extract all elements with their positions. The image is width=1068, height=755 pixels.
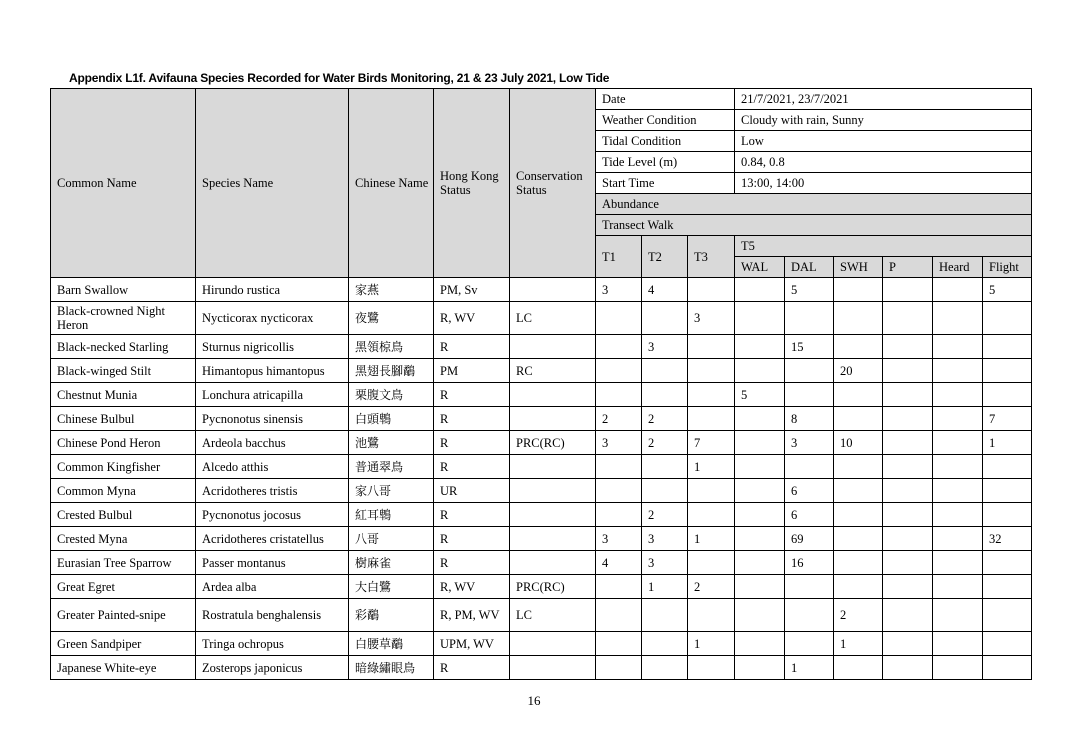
info-value: 13:00, 14:00: [735, 173, 1032, 194]
t1-count-cell: [596, 575, 642, 599]
table-title: Appendix L1f. Avifauna Species Recorded for Water Birds Monitoring, 21 & 23 July 2021, Low Tide: [69, 71, 610, 85]
col-header-species-name: Species Name: [196, 89, 349, 278]
t2-count-cell: [642, 479, 688, 503]
t3-count-cell: 3: [688, 302, 735, 335]
wal-count-cell: [735, 656, 785, 680]
p-count-cell: [883, 656, 933, 680]
t5-swh-header: SWH: [834, 257, 883, 278]
hk-status-cell: R: [434, 455, 510, 479]
wal-count-cell: [735, 575, 785, 599]
chinese-name-cell: 彩鷸: [349, 599, 434, 632]
heard-count-cell: [933, 503, 983, 527]
conservation-status-cell: [510, 632, 596, 656]
swh-count-cell: [834, 503, 883, 527]
dal-count-cell: [785, 455, 834, 479]
hk-status-cell: R: [434, 527, 510, 551]
conservation-status-cell: PRC(RC): [510, 431, 596, 455]
species-name-cell: Acridotheres tristis: [196, 479, 349, 503]
swh-count-cell: [834, 335, 883, 359]
t3-count-cell: 1: [688, 455, 735, 479]
heard-count-cell: [933, 383, 983, 407]
dal-count-cell: 16: [785, 551, 834, 575]
t2-count-cell: 4: [642, 278, 688, 302]
t2-count-cell: [642, 359, 688, 383]
col-header-common-name: Common Name: [51, 89, 196, 278]
t2-count-cell: [642, 383, 688, 407]
info-label: Date: [596, 89, 735, 110]
transect-t1-header: T1: [596, 236, 642, 278]
dal-count-cell: 5: [785, 278, 834, 302]
info-label: Start Time: [596, 173, 735, 194]
t1-count-cell: 3: [596, 278, 642, 302]
dal-count-cell: 69: [785, 527, 834, 551]
hk-status-cell: R: [434, 335, 510, 359]
p-count-cell: [883, 278, 933, 302]
t1-count-cell: [596, 599, 642, 632]
t2-count-cell: [642, 632, 688, 656]
t1-count-cell: 2: [596, 407, 642, 431]
hk-status-cell: R: [434, 407, 510, 431]
species-name-cell: Ardeola bacchus: [196, 431, 349, 455]
species-name-cell: Pycnonotus jocosus: [196, 503, 349, 527]
info-label: Tidal Condition: [596, 131, 735, 152]
species-name-cell: Zosterops japonicus: [196, 656, 349, 680]
table-row: [51, 575, 1032, 599]
species-name-cell: Hirundo rustica: [196, 278, 349, 302]
hk-status-cell: R: [434, 503, 510, 527]
common-name-cell: Black-necked Starling: [51, 335, 196, 359]
common-name-cell: Common Myna: [51, 479, 196, 503]
species-name-cell: Rostratula benghalensis: [196, 599, 349, 632]
table-row: [51, 359, 1032, 383]
t3-count-cell: [688, 335, 735, 359]
swh-count-cell: 10: [834, 431, 883, 455]
t1-count-cell: [596, 503, 642, 527]
species-name-cell: Tringa ochropus: [196, 632, 349, 656]
conservation-status-cell: [510, 455, 596, 479]
swh-count-cell: [834, 656, 883, 680]
conservation-status-cell: [510, 479, 596, 503]
transect-t3-header: T3: [688, 236, 735, 278]
flight-count-cell: [983, 551, 1032, 575]
dal-count-cell: [785, 302, 834, 335]
common-name-cell: Crested Myna: [51, 527, 196, 551]
t2-count-cell: [642, 302, 688, 335]
common-name-cell: Eurasian Tree Sparrow: [51, 551, 196, 575]
chinese-name-cell: 白腰草鷸: [349, 632, 434, 656]
hk-status-cell: UPM, WV: [434, 632, 510, 656]
swh-count-cell: [834, 278, 883, 302]
t1-count-cell: 3: [596, 431, 642, 455]
t3-count-cell: 1: [688, 632, 735, 656]
col-header-conservation-status: Conservation Status: [510, 89, 596, 278]
swh-count-cell: [834, 407, 883, 431]
heard-count-cell: [933, 656, 983, 680]
p-count-cell: [883, 335, 933, 359]
p-count-cell: [883, 359, 933, 383]
transect-t5-header: T5: [735, 236, 1032, 257]
info-value: 0.84, 0.8: [735, 152, 1032, 173]
p-count-cell: [883, 599, 933, 632]
wal-count-cell: [735, 278, 785, 302]
t1-count-cell: [596, 479, 642, 503]
wal-count-cell: [735, 599, 785, 632]
flight-count-cell: [983, 383, 1032, 407]
flight-count-cell: [983, 503, 1032, 527]
p-count-cell: [883, 302, 933, 335]
t3-count-cell: 2: [688, 575, 735, 599]
heard-count-cell: [933, 551, 983, 575]
t1-count-cell: [596, 359, 642, 383]
chinese-name-cell: 白頭鵯: [349, 407, 434, 431]
heard-count-cell: [933, 407, 983, 431]
t3-count-cell: [688, 359, 735, 383]
common-name-cell: Chinese Pond Heron: [51, 431, 196, 455]
common-name-cell: Japanese White-eye: [51, 656, 196, 680]
species-name-cell: Pycnonotus sinensis: [196, 407, 349, 431]
wal-count-cell: [735, 359, 785, 383]
conservation-status-cell: [510, 383, 596, 407]
abundance-header: Abundance: [596, 194, 1032, 215]
t2-count-cell: 2: [642, 407, 688, 431]
info-value: 21/7/2021, 23/7/2021: [735, 89, 1032, 110]
t3-count-cell: [688, 551, 735, 575]
chinese-name-cell: 大白鷺: [349, 575, 434, 599]
swh-count-cell: [834, 455, 883, 479]
chinese-name-cell: 家八哥: [349, 479, 434, 503]
p-count-cell: [883, 383, 933, 407]
t2-count-cell: 1: [642, 575, 688, 599]
species-table: [50, 88, 1032, 680]
common-name-cell: Great Egret: [51, 575, 196, 599]
conservation-status-cell: [510, 656, 596, 680]
p-count-cell: [883, 632, 933, 656]
t1-count-cell: 4: [596, 551, 642, 575]
flight-count-cell: [983, 302, 1032, 335]
species-name-cell: Himantopus himantopus: [196, 359, 349, 383]
t1-count-cell: [596, 383, 642, 407]
wal-count-cell: [735, 335, 785, 359]
heard-count-cell: [933, 455, 983, 479]
t2-count-cell: 3: [642, 335, 688, 359]
conservation-status-cell: RC: [510, 359, 596, 383]
chinese-name-cell: 黑翅長腳鷸: [349, 359, 434, 383]
t1-count-cell: 3: [596, 527, 642, 551]
p-count-cell: [883, 455, 933, 479]
col-header-chinese-name: Chinese Name: [349, 89, 434, 278]
swh-count-cell: 20: [834, 359, 883, 383]
swh-count-cell: 2: [834, 599, 883, 632]
t5-wal-header: WAL: [735, 257, 785, 278]
species-name-cell: Lonchura atricapilla: [196, 383, 349, 407]
common-name-cell: Crested Bulbul: [51, 503, 196, 527]
flight-count-cell: [983, 656, 1032, 680]
heard-count-cell: [933, 575, 983, 599]
t3-count-cell: [688, 383, 735, 407]
dal-count-cell: 6: [785, 503, 834, 527]
wal-count-cell: [735, 503, 785, 527]
heard-count-cell: [933, 431, 983, 455]
t5-dal-header: DAL: [785, 257, 834, 278]
info-label: Weather Condition: [596, 110, 735, 131]
dal-count-cell: [785, 359, 834, 383]
flight-count-cell: [983, 455, 1032, 479]
flight-count-cell: [983, 575, 1032, 599]
heard-count-cell: [933, 359, 983, 383]
table-row: [51, 383, 1032, 407]
common-name-cell: Barn Swallow: [51, 278, 196, 302]
info-value: Cloudy with rain, Sunny: [735, 110, 1032, 131]
wal-count-cell: [735, 632, 785, 656]
wal-count-cell: [735, 431, 785, 455]
conservation-status-cell: [510, 335, 596, 359]
conservation-status-cell: [510, 278, 596, 302]
flight-count-cell: [983, 479, 1032, 503]
t3-count-cell: [688, 407, 735, 431]
table-row: [51, 479, 1032, 503]
swh-count-cell: [834, 575, 883, 599]
dal-count-cell: 3: [785, 431, 834, 455]
t3-count-cell: [688, 599, 735, 632]
heard-count-cell: [933, 527, 983, 551]
chinese-name-cell: 八哥: [349, 527, 434, 551]
dal-count-cell: [785, 383, 834, 407]
flight-count-cell: 32: [983, 527, 1032, 551]
dal-count-cell: [785, 632, 834, 656]
p-count-cell: [883, 575, 933, 599]
heard-count-cell: [933, 302, 983, 335]
hk-status-cell: R, WV: [434, 302, 510, 335]
t3-count-cell: [688, 656, 735, 680]
flight-count-cell: [983, 359, 1032, 383]
common-name-cell: Black-crowned Night Heron: [51, 302, 196, 335]
t2-count-cell: [642, 656, 688, 680]
wal-count-cell: [735, 302, 785, 335]
flight-count-cell: 1: [983, 431, 1032, 455]
table-row: [51, 632, 1032, 656]
flight-count-cell: 7: [983, 407, 1032, 431]
wal-count-cell: [735, 455, 785, 479]
species-name-cell: Nycticorax nycticorax: [196, 302, 349, 335]
info-value: Low: [735, 131, 1032, 152]
common-name-cell: Green Sandpiper: [51, 632, 196, 656]
table-row: [51, 527, 1032, 551]
table-row: [51, 656, 1032, 680]
chinese-name-cell: 黑領椋鳥: [349, 335, 434, 359]
chinese-name-cell: 紅耳鵯: [349, 503, 434, 527]
common-name-cell: Chestnut Munia: [51, 383, 196, 407]
hk-status-cell: R: [434, 656, 510, 680]
wal-count-cell: [735, 527, 785, 551]
hk-status-cell: R: [434, 551, 510, 575]
flight-count-cell: [983, 599, 1032, 632]
t2-count-cell: [642, 599, 688, 632]
flight-count-cell: 5: [983, 278, 1032, 302]
common-name-cell: Greater Painted-snipe: [51, 599, 196, 632]
swh-count-cell: [834, 383, 883, 407]
info-label: Tide Level (m): [596, 152, 735, 173]
conservation-status-cell: [510, 407, 596, 431]
swh-count-cell: [834, 551, 883, 575]
conservation-status-cell: [510, 527, 596, 551]
t2-count-cell: [642, 455, 688, 479]
species-name-cell: Acridotheres cristatellus: [196, 527, 349, 551]
swh-count-cell: [834, 302, 883, 335]
t3-count-cell: [688, 479, 735, 503]
t2-count-cell: 3: [642, 551, 688, 575]
t1-count-cell: [596, 656, 642, 680]
page-number: 16: [527, 693, 541, 708]
t1-count-cell: [596, 455, 642, 479]
t3-count-cell: [688, 278, 735, 302]
t3-count-cell: 1: [688, 527, 735, 551]
p-count-cell: [883, 407, 933, 431]
dal-count-cell: 8: [785, 407, 834, 431]
hk-status-cell: R: [434, 431, 510, 455]
heard-count-cell: [933, 599, 983, 632]
t1-count-cell: [596, 335, 642, 359]
transect-walk-header: Transect Walk: [596, 215, 1032, 236]
p-count-cell: [883, 551, 933, 575]
hk-status-cell: R: [434, 383, 510, 407]
chinese-name-cell: 家燕: [349, 278, 434, 302]
table-row: [51, 431, 1032, 455]
t2-count-cell: 3: [642, 527, 688, 551]
t1-count-cell: [596, 302, 642, 335]
chinese-name-cell: 普通翠鳥: [349, 455, 434, 479]
chinese-name-cell: 夜鷺: [349, 302, 434, 335]
chinese-name-cell: 栗腹文鳥: [349, 383, 434, 407]
hk-status-cell: UR: [434, 479, 510, 503]
heard-count-cell: [933, 278, 983, 302]
col-header-hk-status: Hong Kong Status: [434, 89, 510, 278]
p-count-cell: [883, 527, 933, 551]
chinese-name-cell: 暗綠繡眼鳥: [349, 656, 434, 680]
wal-count-cell: [735, 551, 785, 575]
wal-count-cell: [735, 479, 785, 503]
hk-status-cell: R, WV: [434, 575, 510, 599]
table-row: [51, 407, 1032, 431]
t3-count-cell: [688, 503, 735, 527]
conservation-status-cell: [510, 503, 596, 527]
wal-count-cell: [735, 407, 785, 431]
common-name-cell: Chinese Bulbul: [51, 407, 196, 431]
species-name-cell: Sturnus nigricollis: [196, 335, 349, 359]
hk-status-cell: PM: [434, 359, 510, 383]
swh-count-cell: [834, 527, 883, 551]
table-row: [51, 278, 1032, 302]
t2-count-cell: 2: [642, 503, 688, 527]
dal-count-cell: 6: [785, 479, 834, 503]
heard-count-cell: [933, 632, 983, 656]
wal-count-cell: 5: [735, 383, 785, 407]
species-name-cell: Passer montanus: [196, 551, 349, 575]
heard-count-cell: [933, 335, 983, 359]
table-row: [51, 455, 1032, 479]
heard-count-cell: [933, 479, 983, 503]
flight-count-cell: [983, 335, 1032, 359]
t5-p-header: P: [883, 257, 933, 278]
dal-count-cell: 15: [785, 335, 834, 359]
hk-status-cell: R, PM, WV: [434, 599, 510, 632]
flight-count-cell: [983, 632, 1032, 656]
common-name-cell: Black-winged Stilt: [51, 359, 196, 383]
t5-flight-header: Flight: [983, 257, 1032, 278]
t3-count-cell: 7: [688, 431, 735, 455]
dal-count-cell: 1: [785, 656, 834, 680]
t2-count-cell: 2: [642, 431, 688, 455]
species-name-cell: Ardea alba: [196, 575, 349, 599]
swh-count-cell: 1: [834, 632, 883, 656]
t5-heard-header: Heard: [933, 257, 983, 278]
common-name-cell: Common Kingfisher: [51, 455, 196, 479]
table-row: [51, 551, 1032, 575]
p-count-cell: [883, 431, 933, 455]
chinese-name-cell: 樹麻雀: [349, 551, 434, 575]
species-name-cell: Alcedo atthis: [196, 455, 349, 479]
table-row: [51, 302, 1032, 335]
table-row: [51, 599, 1032, 632]
conservation-status-cell: LC: [510, 302, 596, 335]
conservation-status-cell: LC: [510, 599, 596, 632]
conservation-status-cell: [510, 551, 596, 575]
p-count-cell: [883, 503, 933, 527]
hk-status-cell: PM, Sv: [434, 278, 510, 302]
conservation-status-cell: PRC(RC): [510, 575, 596, 599]
transect-t2-header: T2: [642, 236, 688, 278]
p-count-cell: [883, 479, 933, 503]
swh-count-cell: [834, 479, 883, 503]
table-row: [51, 503, 1032, 527]
chinese-name-cell: 池鷺: [349, 431, 434, 455]
t1-count-cell: [596, 632, 642, 656]
dal-count-cell: [785, 575, 834, 599]
table-row: [51, 335, 1032, 359]
dal-count-cell: [785, 599, 834, 632]
